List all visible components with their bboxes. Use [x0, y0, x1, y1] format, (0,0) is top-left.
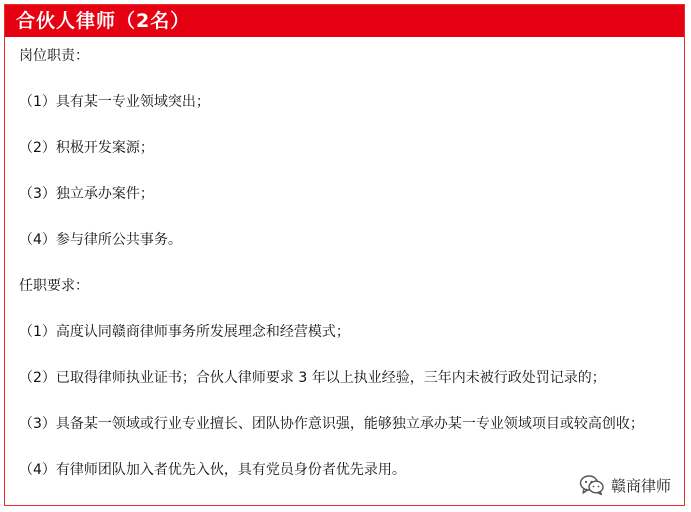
- wechat-icon: [579, 474, 605, 496]
- requirement-item-3: （3）具备某一领域或行业专业擅长、团队协作意识强，能够独立承办某一专业领域项目或较高创收；: [19, 416, 644, 432]
- duty-item-3: （3）独立承办案件；: [19, 186, 154, 202]
- duty-item-4: （4）参与律所公共事务。: [19, 232, 182, 248]
- requirement-item-1: （1）高度认同赣商律师事务所发展理念和经营模式；: [19, 324, 350, 340]
- duties-heading: 岗位职责：: [19, 48, 89, 64]
- job-posting-card: [4, 4, 685, 506]
- watermark-text: 赣商律师: [610, 476, 671, 495]
- duty-item-1: （1）具有某一专业领域突出；: [19, 94, 210, 110]
- requirement-item-2: （2）已取得律师执业证书；合伙人律师要求 3 年以上执业经验，三年内未被行政处罚记录的；: [19, 370, 606, 386]
- wechat-watermark: [575, 474, 671, 496]
- duty-item-2: （2）积极开发案源；: [19, 140, 154, 156]
- posting-body: [19, 45, 674, 482]
- posting-title: 合伙人律师（2名）: [5, 5, 684, 37]
- requirements-heading: 任职要求：: [19, 278, 89, 294]
- requirement-item-4: （4）有律师团队加入者优先入伙，具有党员身份者优先录用。: [19, 462, 406, 478]
